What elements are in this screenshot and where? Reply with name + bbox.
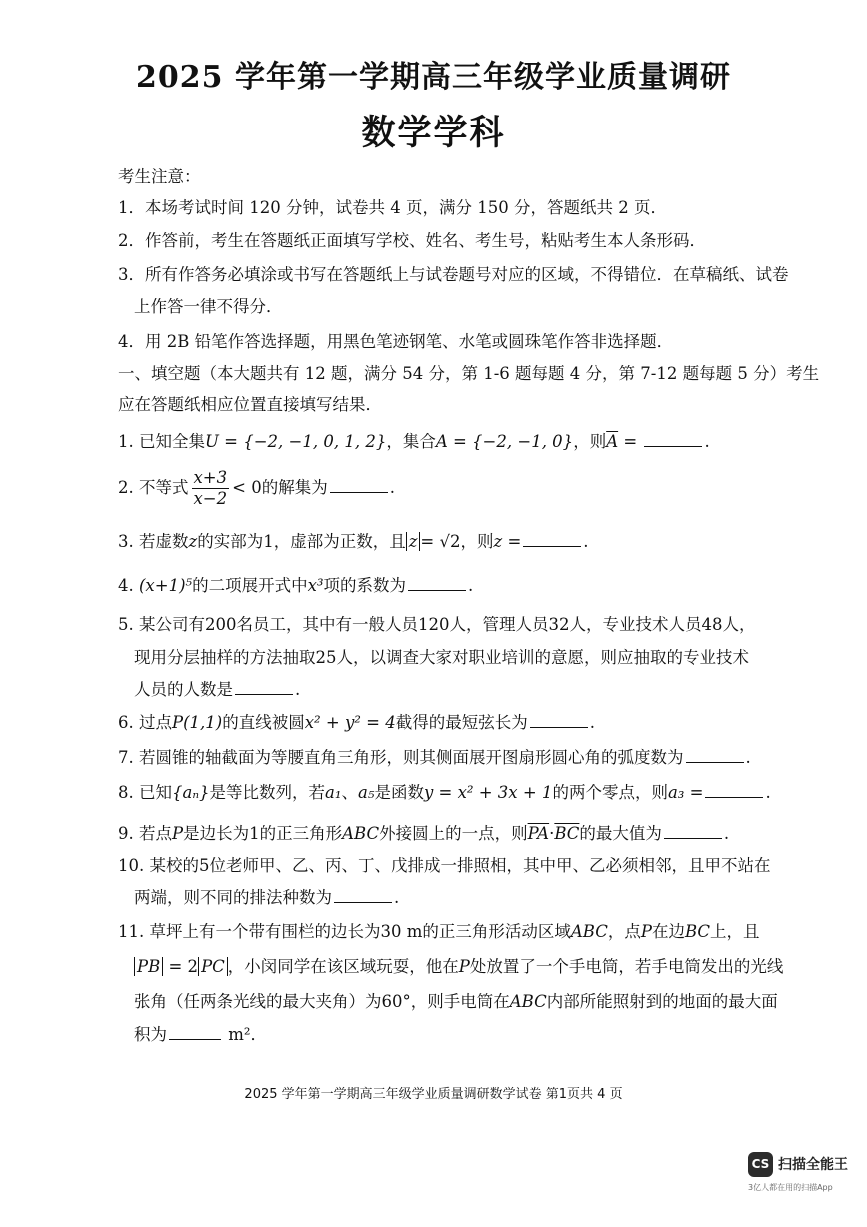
q9-end: .: [723, 824, 730, 843]
q11-p: P: [640, 922, 652, 941]
q11-pb: PB: [134, 957, 163, 976]
q1-text-a: 1. 已知全集: [118, 432, 205, 451]
q7-end: .: [745, 748, 751, 767]
question-4: [118, 572, 473, 596]
scanner-app-name: 扫描全能王: [778, 1157, 848, 1173]
q9-vector-bc: $\overline{BC}$: [554, 824, 580, 843]
answer-blank-1: [644, 434, 702, 447]
q3-text-e: ，则: [460, 532, 494, 551]
q9-text-c: 是边长为1的正三角形: [183, 824, 343, 843]
q9-text-a: 9. 若点: [118, 824, 172, 843]
answer-blank-2: [330, 480, 388, 493]
q6-text-a: 6. 过点: [118, 713, 172, 732]
question-1: [118, 428, 710, 452]
section-heading: 一、填空题（本大题共有 12 题，满分 54 分，第 1-6 题每题 4 分，第 7-12 题每题 5 分）考生: [118, 364, 820, 383]
q8-text-i: 的两个零点，则: [552, 783, 668, 802]
q10-end: .: [394, 888, 400, 907]
q8-a5: a₅: [357, 783, 375, 802]
q6-text-c: 的直线被圆: [222, 713, 305, 732]
q11-unit: m²．: [228, 1025, 268, 1044]
q11-triangle-2: ABC: [509, 992, 547, 1011]
q11-text-1g: 上，且: [710, 922, 760, 941]
q11-text-2d: ，小闵同学在该区域玩耍，他在: [227, 957, 459, 976]
q3-text-b: 的实部为1，虚部为正数，且: [197, 532, 406, 551]
q9-p: P: [172, 824, 184, 843]
q9-triangle: ABC: [342, 824, 380, 843]
q8-text-e: 、: [341, 783, 358, 802]
q2-numerator: x+3: [193, 468, 228, 487]
question-5-line-2: 现用分层抽样的方法抽取25人，以调查大家对职业培训的意愿，则应抽取的专业技术: [134, 648, 749, 667]
question-3: [118, 528, 589, 552]
q4-binomial: (x+1)⁵: [139, 576, 193, 595]
question-10-line-1: 10. 某校的5位老师甲、乙、丙、丁、戊排成一排照相，其中甲、乙必须相邻，且甲不站在: [118, 856, 771, 875]
q1-eq: =: [618, 432, 643, 451]
answer-blank-10: [334, 890, 392, 903]
q8-function: y = x² + 3x + 1: [423, 783, 553, 802]
answer-blank-6: [530, 715, 588, 728]
notice-item-2: 2．作答前，考生在答题纸正面填写学校、姓名、考生号，粘贴考生本人条形码．: [118, 231, 706, 250]
answer-blank-3: [523, 534, 581, 547]
q2-end: .: [389, 478, 395, 497]
q11-triangle: ABC: [570, 922, 608, 941]
scanner-logo-icon: CS: [748, 1152, 773, 1177]
q11-pc: PC: [198, 957, 228, 976]
section-heading-cont: 应在答题纸相应位置直接填写结果．: [118, 395, 382, 414]
q3-text-a: 3. 若虚数: [118, 532, 189, 551]
q11-text-4a: 积为: [134, 1025, 167, 1044]
q8-end: .: [765, 783, 771, 802]
notice-heading: 考生注意：: [118, 167, 201, 186]
q1-text-c: ，集合: [386, 432, 436, 451]
q10-text: 两端，则不同的排法种数为: [134, 888, 332, 907]
q4-term: x³: [307, 576, 324, 595]
q11-p-2: P: [458, 957, 470, 976]
notice-item-3: 3．所有作答务必填涂或书写在答题纸上与试卷题号对应的区域，不得错位．在草稿纸、试卷: [118, 265, 789, 284]
question-11-line-1: [118, 918, 760, 942]
q9-text-e: 外接圆上的一点，则: [379, 824, 528, 843]
q2-fraction: [192, 468, 230, 509]
q4-end: .: [468, 576, 474, 595]
q9-dot: ·: [549, 824, 555, 843]
question-5-line-3: [134, 676, 300, 700]
q6-point: P(1,1): [172, 713, 223, 732]
answer-blank-4: [408, 578, 466, 591]
question-2: [118, 468, 395, 509]
exam-title: 2025 学年第一学期高三年级学业质量调研: [136, 60, 731, 95]
q1-end: .: [704, 432, 710, 451]
q11-text-3a: 张角（任两条光线的最大夹角）为60°，则手电筒在: [134, 992, 510, 1011]
q7-text: 7. 若圆锥的轴截面为等腰直角三角形，则其侧面展开图扇形圆心角的弧度数为: [118, 748, 684, 767]
question-9: [118, 820, 729, 844]
q3-modulus-value: = √2: [420, 532, 461, 551]
q2-text-c: 的解集为: [261, 478, 328, 497]
q5-text: 人员的人数是: [134, 680, 233, 699]
page-footer: 2025 学年第一学期高三年级学业质量调研数学试卷 第1页共 4 页: [244, 1087, 623, 1102]
question-11-line-2: [134, 953, 783, 977]
q6-circle: x² + y² = 4: [304, 713, 396, 732]
q11-eq: = 2: [163, 957, 199, 976]
question-7: [118, 744, 751, 768]
q1-complement: $\overline{A}$: [606, 432, 619, 451]
q4-text-c: 的二项展开式中: [192, 576, 308, 595]
q1-universal-set: U = {−2, −1, 0, 1, 2}: [205, 432, 387, 451]
q3-z-eq: z =: [493, 532, 522, 551]
q4-text-e: 项的系数为: [323, 576, 407, 595]
q8-a1: a₁: [325, 783, 342, 802]
q2-inequality: < 0: [232, 478, 262, 497]
q2-denominator: x−2: [193, 489, 228, 508]
question-11-line-3: [134, 988, 778, 1012]
q11-side: BC: [684, 922, 711, 941]
q9-text-i: 的最大值为: [579, 824, 662, 843]
q2-text-a: 2. 不等式: [118, 478, 189, 497]
q11-text-1e: 在边: [651, 922, 685, 941]
answer-blank-7: [686, 750, 744, 763]
q8-text-c: 是等比数列，若: [209, 783, 326, 802]
q8-text-g: 是函数: [374, 783, 424, 802]
notice-item-4: 4．用 2B 铅笔作答选择题，用黑色笔迹钢笔、水笔或圆珠笔作答非选择题．: [118, 332, 674, 351]
q11-text-2f: 处放置了一个手电筒，若手电筒发出的光线: [469, 957, 784, 976]
q11-text-3c: 内部所能照射到的地面的最大面: [546, 992, 778, 1011]
q11-text-1c: ，点: [607, 922, 641, 941]
question-8: [118, 779, 771, 803]
scanner-tagline: 3亿人都在用的扫描App: [748, 1183, 833, 1192]
q11-text-1a: 11. 草坪上有一个带有围栏的边长为30 m的正三角形活动区域: [118, 922, 571, 941]
q9-vector-pa: $\overline{PA}$: [527, 824, 550, 843]
q8-a3: a₃ =: [667, 783, 704, 802]
q3-end: .: [583, 532, 589, 551]
q1-set-a: A = {−2, −1, 0}: [435, 432, 574, 451]
q4-text-a: 4.: [118, 576, 134, 595]
answer-blank-8: [705, 785, 763, 798]
q3-modulus: z: [406, 532, 421, 551]
subject-title: 数学学科: [361, 113, 506, 153]
question-5-line-1: 5. 某公司有200名员工，其中有一般人员120人，管理人员32人，专业技术人员48人，: [118, 615, 756, 634]
question-11-line-4: [134, 1021, 267, 1045]
question-6: [118, 709, 595, 733]
q6-end: .: [589, 713, 595, 732]
notice-item-3-cont: 上作答一律不得分．: [134, 297, 283, 316]
q3-z: z: [188, 532, 198, 551]
scanner-watermark: [748, 1146, 853, 1206]
q6-text-e: 截得的最短弦长为: [395, 713, 528, 732]
answer-blank-11: [169, 1027, 221, 1040]
answer-blank-9: [664, 826, 722, 839]
q8-sequence: {aₙ}: [172, 783, 210, 802]
q8-text-a: 8. 已知: [118, 783, 172, 802]
notice-item-1: 1．本场考试时间 120 分钟，试卷共 4 页，满分 150 分，答题纸共 2 页．: [118, 198, 667, 217]
question-10-line-2: [134, 884, 399, 908]
answer-blank-5: [235, 682, 293, 695]
q5-end: .: [295, 680, 301, 699]
q1-text-e: ，则: [573, 432, 607, 451]
